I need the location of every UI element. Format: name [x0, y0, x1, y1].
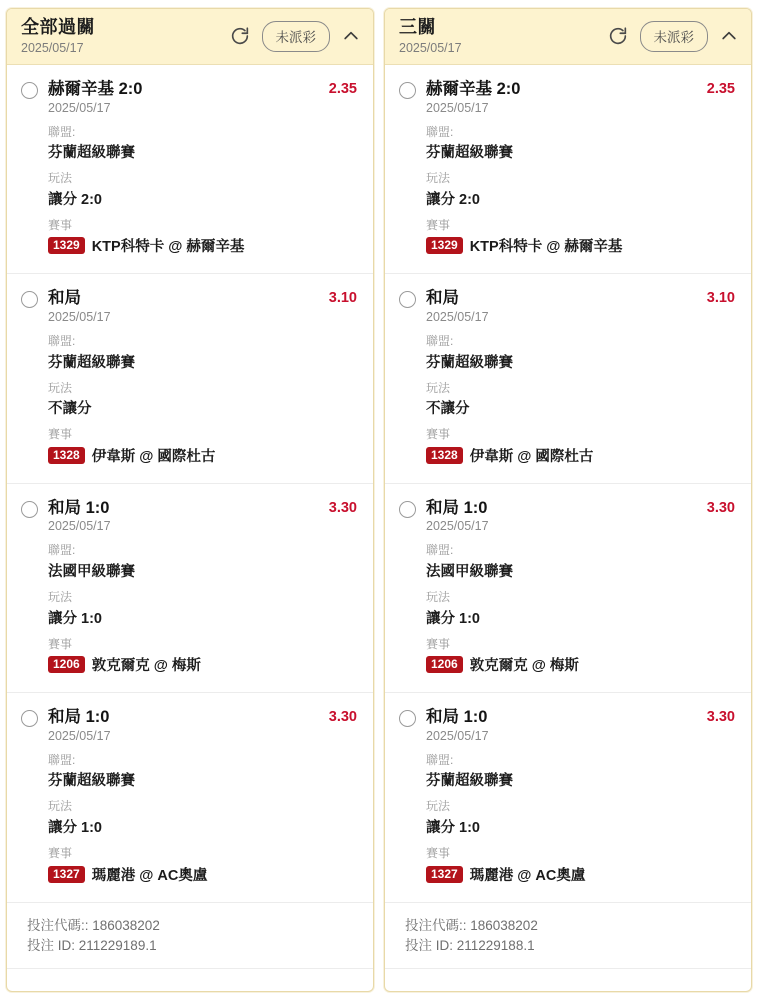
- bet-id: 投注 ID: 211229189.1: [27, 937, 157, 953]
- league-label: 聯盟:: [48, 543, 76, 558]
- bet-code: 投注代碼:: 186038202: [27, 917, 160, 933]
- leg-select-radio[interactable]: [21, 710, 38, 727]
- match-name: 瑪麗港 @ AC奧盧: [469, 867, 586, 884]
- leg-details: [399, 334, 735, 466]
- match-row: [48, 654, 357, 675]
- match-code-badge: 1327: [426, 866, 463, 883]
- match-row: [48, 445, 357, 466]
- list-item[interactable]: [385, 274, 751, 483]
- league-label: 聯盟:: [426, 124, 454, 139]
- leg-pick: 和局 1:0: [48, 498, 110, 517]
- leg-details: [399, 125, 735, 257]
- bettype-label: 玩法: [426, 799, 451, 814]
- match-field: [426, 846, 735, 885]
- leg-details: [21, 543, 357, 675]
- leg-date: 2025/05/17: [48, 728, 111, 743]
- leg-date: 2025/05/17: [426, 100, 489, 115]
- leg-details: [21, 125, 357, 257]
- leg-header: [399, 79, 735, 115]
- leg-details: [21, 753, 357, 885]
- list-item[interactable]: [7, 693, 373, 902]
- match-label: 賽事: [48, 427, 73, 442]
- match-code-badge: 1329: [426, 237, 463, 254]
- ticket-title: 全部過關: [21, 17, 95, 38]
- bettype-field: [48, 171, 357, 209]
- leg-odds: 3.30: [328, 709, 357, 726]
- match-label: 賽事: [48, 217, 73, 232]
- leg-headline: [48, 498, 321, 534]
- match-label: 賽事: [426, 636, 451, 651]
- match-row: [426, 654, 735, 675]
- leg-date: 2025/05/17: [48, 100, 111, 115]
- match-label: 賽事: [426, 217, 451, 232]
- status-badge: 未派彩: [640, 21, 709, 52]
- league-field: [48, 125, 357, 163]
- match-row: [426, 445, 735, 466]
- bet-code: 投注代碼:: 186038202: [405, 917, 538, 933]
- league-field: [426, 334, 735, 372]
- match-name: 敦克爾克 @ 梅斯: [91, 658, 201, 675]
- league-value: 芬蘭超級聯賽: [48, 145, 135, 162]
- footer-divider: [7, 968, 373, 969]
- leg-header: [399, 707, 735, 743]
- list-item[interactable]: [385, 65, 751, 274]
- league-label: 聯盟:: [426, 334, 454, 349]
- leg-odds: 2.35: [706, 81, 735, 97]
- leg-details: [399, 543, 735, 675]
- refresh-icon[interactable]: [229, 25, 251, 47]
- leg-details: [399, 753, 735, 885]
- match-name: 伊韋斯 @ 國際杜古: [91, 448, 216, 465]
- bettype-value: 讓分 1:0: [426, 610, 480, 627]
- bet-ticket: [6, 8, 374, 992]
- leg-select-radio[interactable]: [399, 291, 416, 308]
- leg-odds: 3.30: [706, 709, 735, 726]
- league-value: 芬蘭超級聯賽: [426, 145, 513, 162]
- match-name: KTP科特卡 @ 赫爾辛基: [469, 239, 623, 256]
- match-field: [48, 427, 357, 466]
- leg-header: [21, 498, 357, 534]
- bettype-value: 不讓分: [426, 401, 470, 418]
- footer-divider: [385, 968, 751, 969]
- ticket-date: 2025/05/17: [399, 40, 462, 55]
- leg-odds: 2.35: [328, 81, 357, 97]
- league-field: [48, 334, 357, 372]
- ticket-header-titles: [21, 17, 229, 55]
- match-field: [48, 218, 357, 257]
- leg-details: [21, 334, 357, 466]
- bettype-field: [426, 381, 735, 419]
- match-name: 敦克爾克 @ 梅斯: [469, 658, 579, 675]
- chevron-up-icon[interactable]: [719, 26, 739, 46]
- leg-select-radio[interactable]: [21, 291, 38, 308]
- match-row: [426, 235, 735, 256]
- match-code-badge: 1327: [48, 866, 85, 883]
- leg-pick: 和局 1:0: [48, 708, 110, 727]
- match-label: 賽事: [426, 846, 451, 861]
- league-field: [48, 543, 357, 581]
- match-code-badge: 1206: [48, 656, 85, 673]
- bettype-field: [426, 799, 735, 837]
- leg-headline: [426, 79, 699, 115]
- list-item[interactable]: [385, 484, 751, 693]
- league-value: 芬蘭超級聯賽: [48, 773, 135, 790]
- league-value: 芬蘭超級聯賽: [426, 354, 513, 371]
- leg-pick: 赫爾辛基 2:0: [48, 80, 143, 98]
- bettype-field: [426, 171, 735, 209]
- leg-select-radio[interactable]: [21, 501, 38, 518]
- bettype-field: [48, 799, 357, 837]
- league-label: 聯盟:: [426, 752, 454, 767]
- bettype-value: 讓分 1:0: [48, 610, 102, 627]
- league-value: 法國甲級聯賽: [426, 564, 513, 581]
- league-field: [48, 753, 357, 791]
- league-value: 芬蘭超級聯賽: [426, 773, 513, 790]
- leg-odds: 3.10: [328, 290, 357, 307]
- match-field: [426, 218, 735, 257]
- leg-headline: [426, 288, 699, 324]
- match-name: 伊韋斯 @ 國際杜古: [469, 448, 594, 465]
- leg-select-radio[interactable]: [399, 710, 416, 727]
- league-value: 法國甲級聯賽: [48, 564, 135, 581]
- list-item[interactable]: [385, 693, 751, 902]
- status-badge: 未派彩: [262, 21, 331, 52]
- leg-select-radio[interactable]: [21, 82, 38, 99]
- bettype-label: 玩法: [426, 590, 451, 605]
- ticket-legs: [7, 65, 373, 903]
- match-name: 瑪麗港 @ AC奧盧: [91, 867, 208, 884]
- leg-header: [21, 707, 357, 743]
- league-label: 聯盟:: [426, 543, 454, 558]
- chevron-up-icon[interactable]: [341, 26, 361, 46]
- leg-date: 2025/05/17: [426, 728, 489, 743]
- leg-headline: [426, 498, 699, 534]
- match-row: [48, 235, 357, 256]
- ticket-date: 2025/05/17: [21, 40, 84, 55]
- ticket-legs: [385, 65, 751, 903]
- bettype-label: 玩法: [48, 590, 73, 605]
- leg-pick: 和局: [48, 289, 81, 308]
- match-field: [48, 637, 357, 676]
- leg-date: 2025/05/17: [48, 310, 111, 325]
- leg-odds: 3.30: [706, 499, 735, 516]
- leg-date: 2025/05/17: [48, 519, 111, 534]
- bet-ticket: [384, 8, 752, 992]
- leg-headline: [48, 707, 321, 743]
- leg-header: [21, 79, 357, 115]
- match-label: 賽事: [426, 427, 451, 442]
- match-code-badge: 1328: [48, 447, 85, 464]
- leg-odds: 3.10: [706, 290, 735, 307]
- leg-pick: 和局: [426, 289, 459, 308]
- list-item[interactable]: [7, 274, 373, 483]
- bettype-field: [48, 590, 357, 628]
- bettype-label: 玩法: [48, 799, 73, 814]
- ticket-title: 三關: [399, 17, 436, 38]
- bettype-value: 讓分 1:0: [48, 820, 102, 837]
- league-label: 聯盟:: [48, 124, 76, 139]
- ticket-header-actions: [229, 21, 362, 52]
- league-field: [426, 753, 735, 791]
- leg-headline: [48, 288, 321, 324]
- leg-pick: 赫爾辛基 2:0: [426, 80, 521, 98]
- league-label: 聯盟:: [48, 334, 76, 349]
- league-field: [426, 543, 735, 581]
- leg-pick: 和局 1:0: [426, 498, 488, 517]
- match-code-badge: 1206: [426, 656, 463, 673]
- match-field: [426, 637, 735, 676]
- ticket-header-titles: [399, 17, 607, 55]
- bettype-label: 玩法: [48, 171, 73, 186]
- bettype-label: 玩法: [48, 380, 73, 395]
- match-name: KTP科特卡 @ 赫爾辛基: [91, 239, 245, 256]
- leg-header: [21, 288, 357, 324]
- league-label: 聯盟:: [48, 752, 76, 767]
- leg-headline: [426, 707, 699, 743]
- leg-headline: [48, 79, 321, 115]
- ticket-footer: [385, 903, 751, 969]
- bettype-value: 不讓分: [48, 401, 92, 418]
- ticket-header[interactable]: [385, 9, 751, 65]
- bettype-field: [426, 590, 735, 628]
- match-label: 賽事: [48, 636, 73, 651]
- bettype-value: 讓分 2:0: [48, 191, 102, 208]
- bettype-value: 讓分 1:0: [426, 820, 480, 837]
- match-field: [426, 427, 735, 466]
- match-row: [48, 864, 357, 885]
- bettype-value: 讓分 2:0: [426, 191, 480, 208]
- leg-select-radio[interactable]: [399, 82, 416, 99]
- bet-id: 投注 ID: 211229188.1: [405, 937, 535, 953]
- match-code-badge: 1329: [48, 237, 85, 254]
- leg-select-radio[interactable]: [399, 501, 416, 518]
- leg-date: 2025/05/17: [426, 310, 489, 325]
- bettype-field: [48, 381, 357, 419]
- league-field: [426, 125, 735, 163]
- bettype-label: 玩法: [426, 171, 451, 186]
- ticket-footer: [7, 903, 373, 969]
- list-item[interactable]: [7, 65, 373, 274]
- match-code-badge: 1328: [426, 447, 463, 464]
- match-row: [426, 864, 735, 885]
- match-label: 賽事: [48, 846, 73, 861]
- list-item[interactable]: [7, 484, 373, 693]
- bettype-label: 玩法: [426, 380, 451, 395]
- league-value: 芬蘭超級聯賽: [48, 354, 135, 371]
- ticket-header[interactable]: [7, 9, 373, 65]
- leg-header: [399, 498, 735, 534]
- leg-header: [399, 288, 735, 324]
- leg-odds: 3.30: [328, 499, 357, 516]
- refresh-icon[interactable]: [607, 25, 629, 47]
- leg-pick: 和局 1:0: [426, 708, 488, 727]
- leg-date: 2025/05/17: [426, 519, 489, 534]
- match-field: [48, 846, 357, 885]
- ticket-header-actions: [607, 21, 740, 52]
